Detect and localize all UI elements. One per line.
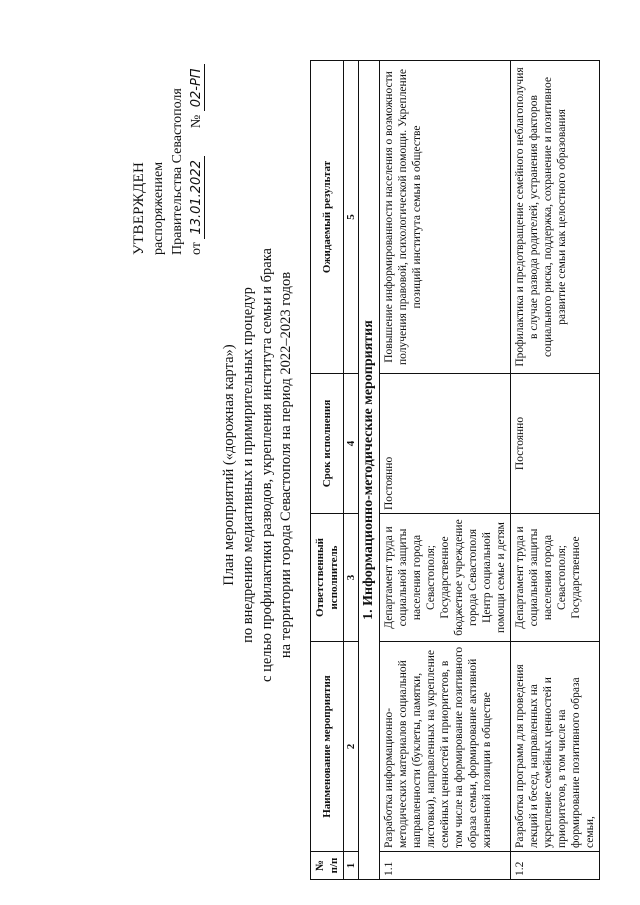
header-result: Ожидаемый результат (311, 61, 344, 374)
approval-from-label: от (189, 242, 204, 255)
row-num: 1.2 (511, 852, 600, 880)
column-number-row (344, 61, 359, 880)
title-line-4: на территории города Севастополя на период 2022–2023 годов (278, 271, 294, 659)
document-title (220, 145, 296, 785)
title-line-2: по внедрению медиативных и примирительных процедур (240, 287, 256, 643)
approval-line-1: распоряжением (151, 161, 166, 255)
row-result: Профилактика и предотвращение семейного неблагополучия в случае развода родителей, устранения факторов социального риска, поддержка, сохранение и позитивное развитие семьи как целостного образования (511, 61, 600, 374)
row-num: 1.1 (380, 852, 511, 880)
col-number: 2 (344, 642, 359, 852)
header-term: Срок исполнения (311, 374, 344, 514)
header-name: Наименование мероприятия (311, 642, 344, 852)
header-responsible: Ответственный исполнитель (311, 514, 344, 642)
roadmap-table (310, 60, 600, 880)
row-responsible: Департамент труда и социальной защиты населения города Севастополя; Государственное (511, 514, 600, 642)
approval-date: 13.01.2022 (189, 156, 205, 238)
title-line-1: План мероприятий («дорожная карта») (221, 344, 237, 586)
approval-number-label: № (189, 114, 204, 129)
row-result: Повышение информированности населения о возможности получения правовой, психологической помощи. Укрепление позиций института семьи в обществе (380, 61, 511, 374)
title-line-3: с целью профилактики разводов, укрепления института семьи и брака (259, 248, 275, 682)
row-name: Разработка программ для проведения лекций и бесед, направленных на укрепление семейных ценностей и приоритетов, в том числе на формирование позитивного образа семьи, (511, 642, 600, 852)
approval-stamp (130, 35, 206, 255)
row-name: Разработка информационно-методических материалов социальной направленности (буклеты, памятки, листовки), направленных на укрепление семейных ценностей и приоритетов, в том числе на формирование позитивного образа семьи, формирование активной жизненной позиции в обществе (380, 642, 511, 852)
table-header-row (311, 61, 344, 880)
section-title: 1. Информационно-методические мероприятия (359, 61, 380, 880)
col-number: 1 (344, 852, 359, 880)
header-num: № п/п (311, 852, 344, 880)
col-number: 3 (344, 514, 359, 642)
col-number: 5 (344, 61, 359, 374)
row-term: Постоянно (380, 374, 511, 514)
table-row (380, 61, 511, 880)
row-responsible: Департамент труда и социальной защиты населения города Севастополя; Государственное бюджетное учреждение города Севастополя Центр социальной помощи семье и детям (380, 514, 511, 642)
approval-date-line (187, 35, 206, 255)
col-number: 4 (344, 374, 359, 514)
table-row (511, 61, 600, 880)
approval-title: УТВЕРЖДЕН (131, 161, 147, 255)
approval-line-2: Правительства Севастополя (170, 88, 185, 255)
section-row (359, 61, 380, 880)
row-term: Постоянно (511, 374, 600, 514)
approval-number: 02-РП (189, 64, 205, 111)
